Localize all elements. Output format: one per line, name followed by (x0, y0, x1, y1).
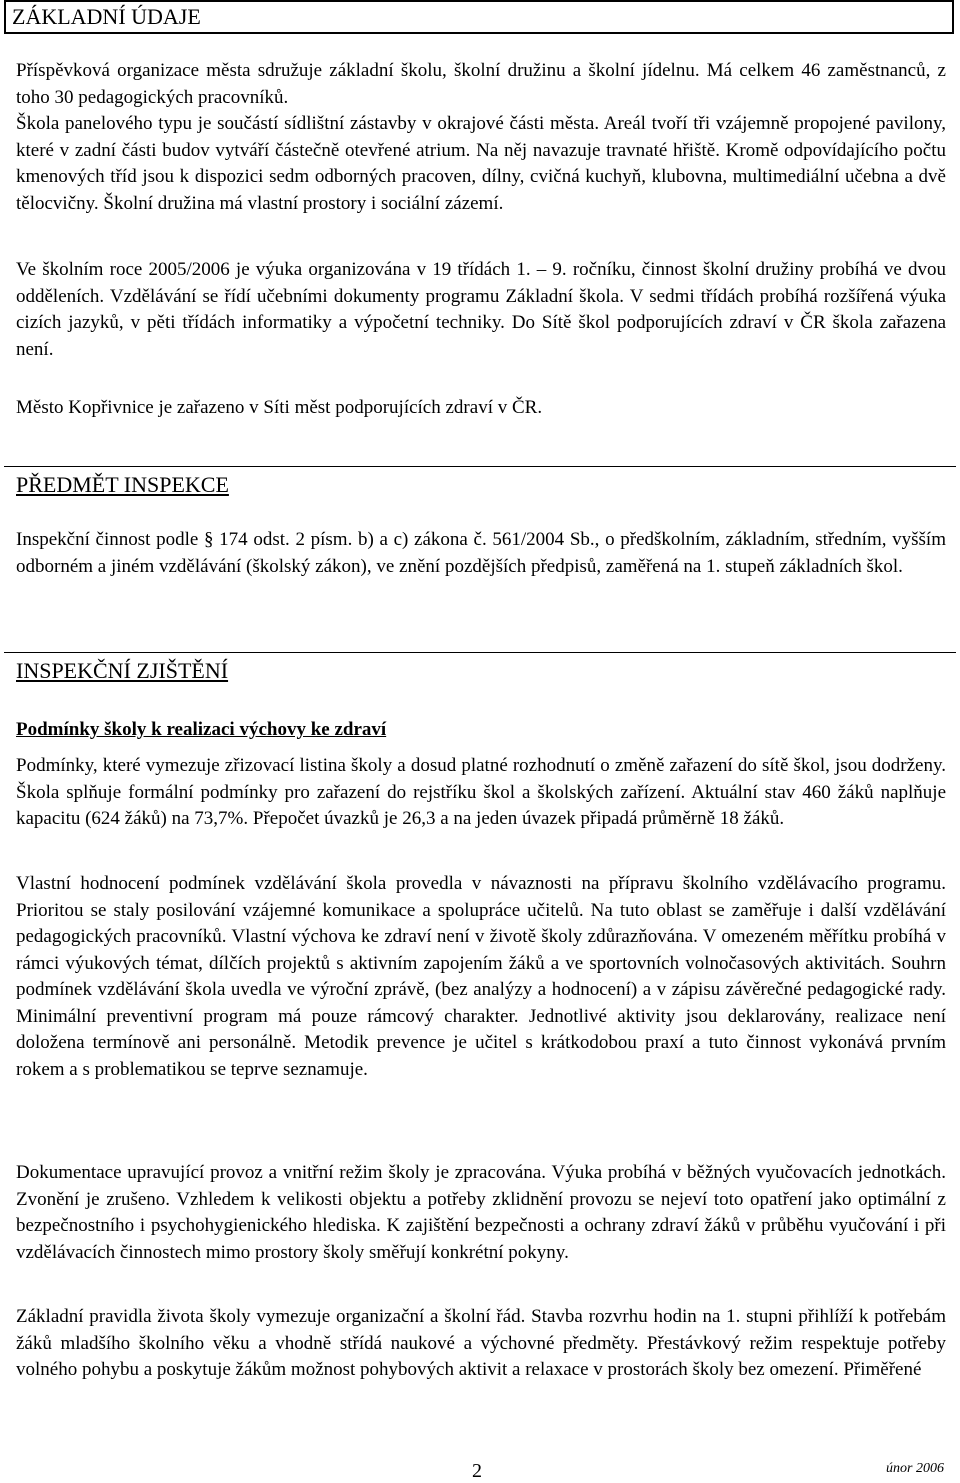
subheading-conditions: Podmínky školy k realizaci výchovy ke zdraví (16, 719, 387, 740)
findings-paragraph-3: Dokumentace upravující provoz a vnitřní režim školy je zpracována. Výuka probíhá v běžných vyučovacích jednotkách. Zvonění je zrušeno. Vzhledem k velikosti objektu a potřeby zklidnění provozu se nejeví toto opatření jako optimální z bezpečnostního i psychohygienického hlediska. K zajištění bezpečnosti a ochrany zdraví žáků v průběhu vyučování i při vzdělávacích činnostech mimo prostory školy směřují konkrétní pokyny. (16, 1162, 946, 1263)
section-heading-basic-text: ZÁKLADNÍ ÚDAJE (12, 4, 201, 29)
section-heading-findings-text: INSPEKČNÍ ZJIŠTĚNÍ (16, 658, 229, 683)
section-heading-subject-text: PŘEDMĚT INSPEKCE (16, 472, 229, 497)
page-number: 2 (472, 1460, 482, 1482)
basic-paragraph-3: Ve školním roce 2005/2006 je výuka organizována v 19 třídách 1. – 9. ročníku, činnost školní družiny probíhá ve dvou odděleních. Vzdělávání se řídí učebními dokumenty programu Základní škola. V sedmi třídách probíhá rozšířená výuka cizích jazyků, v pěti třídách informatiky a výpočetní techniky. Do Sítě škol podporujících zdraví v ČR škola zařazena není. (16, 259, 946, 360)
findings-paragraph-1: Podmínky, které vymezuje zřizovací listina školy a dosud platné rozhodnutí o změně zařazení do sítě škol, jsou dodrženy. Škola splňuje formální podmínky pro zařazení do rejstříku škol a školských zařízení. Aktuální stav 460 žáků naplňuje kapacitu (624 žáků) na 73,7%. Přepočet úvazků je 26,3 a na jeden úvazek připadá průměrně 18 žáků. (16, 755, 946, 829)
basic-paragraph-2: Škola panelového typu je součástí sídlištní zástavby v okrajové části města. Areál tvoří tři vzájemně propojené pavilony, které v zadní části budov vytváří částečně otevřené atrium. Na něj navazuje travnaté hřiště. Kromě odpovídajícího počtu kmenových tříd jsou k dispozici sedm odborných pracoven, dílny, cvičná kuchyň, klubovna, multimediální učebna a dvě tělocvičny. Školní družina má vlastní prostory i sociální zázemí. (16, 113, 946, 214)
footer-date: únor 2006 (886, 1461, 944, 1476)
findings-paragraph-4: Základní pravidla života školy vymezuje organizační a školní řád. Stavba rozvrhu hodin na 1. stupni přihlíží k potřebám žáků mladšího školního věku a vhodně střídá naukové a výchovné předměty. Přestávkový režim respektuje potřeby volného pohybu a poskytuje žákům možnost pohybových aktivit a relaxace v prostorách školy bez omezení. Přiměřené (16, 1306, 946, 1380)
basic-paragraph-1: Příspěvková organizace města sdružuje základní školu, školní družinu a školní jídelnu. Má celkem 46 zaměstnanců, z toho 30 pedagogických pracovníků. (16, 60, 946, 108)
findings-paragraph-2: Vlastní hodnocení podmínek vzdělávání škola provedla v návaznosti na přípravu školního vzdělávacího programu. Prioritou se staly posilování vzájemné komunikace a spolupráce učitelů. Na tuto oblast se zaměřuje i další vzdělávání pedagogických pracovníků. Vlastní výchova ke zdraví není v životě školy zdůrazňována. V omezeném měřítku probíhá v rámci výukových témat, dílčích projektů s aktivním zapojením žáků a ve sportovních volnočasových aktivitách. Souhrn podmínek vzdělávání škola uvedla ve výroční zprávě, (bez analýzy a hodnocení) a v zápisu závěrečné pedagogické rady. Minimální preventivní program má pouze rámcový charakter. Jednotlivé aktivity jsou deklarovány, realizace není doložena termínově ani personálně. Metodik prevence je učitel s krátkodobou praxí a tuto činnost vykonává prvním rokem a s problematikou se teprve seznamuje. (16, 873, 946, 1080)
section-heading-subject (4, 466, 956, 501)
section-heading-findings (4, 652, 956, 687)
basic-paragraph-4: Město Kopřivnice je zařazeno v Síti měst podporujících zdraví v ČR. (16, 397, 543, 418)
section-heading-basic (4, 0, 954, 34)
subject-paragraph: Inspekční činnost podle § 174 odst. 2 písm. b) a c) zákona č. 561/2004 Sb., o předškolním, základním, středním, vyšším odborném a jiném vzdělávání (školský zákon), ve znění pozdějších předpisů, zaměřená na 1. stupeň základních škol. (16, 529, 946, 577)
